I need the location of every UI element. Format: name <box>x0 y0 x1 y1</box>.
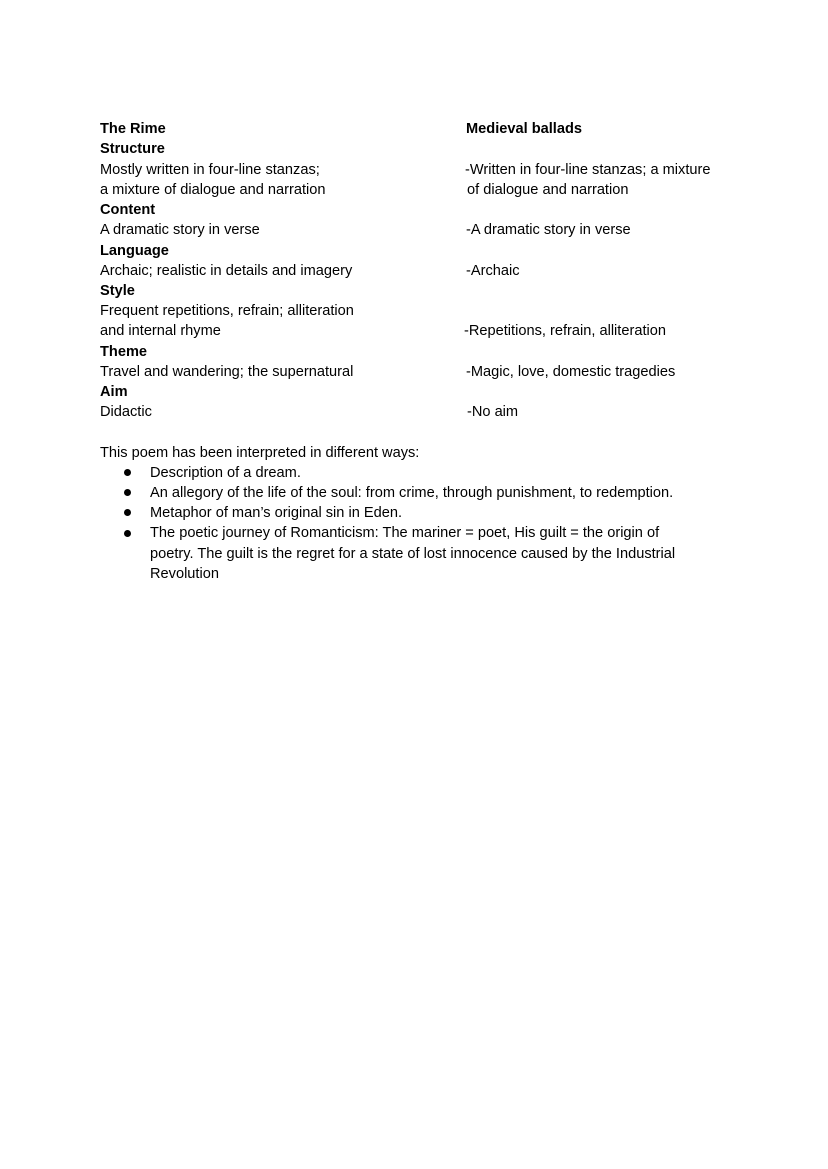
ballads-theme-line: -Magic, love, domestic tragedies <box>466 364 676 380</box>
interpretation-item: Description of a dream. <box>150 465 301 481</box>
interpretation-item: An allegory of the life of the soul: from crime, through punishment, to redemption. <box>150 485 674 501</box>
ballads-content-line: -A dramatic story in verse <box>466 222 631 238</box>
rime-language-line: Archaic; realistic in details and imagery <box>100 263 353 279</box>
interpretation-item-line-2: poetry. The guilt is the regret for a state of lost innocence caused by the Industrial <box>150 546 676 562</box>
rime-structure-line-2: a mixture of dialogue and narration <box>100 182 326 198</box>
section-title-theme: Theme <box>100 344 148 360</box>
interpretation-item-line-1: The poetic journey of Romanticism: The mariner = poet, His guilt = the origin of <box>150 525 660 541</box>
rime-theme-line: Travel and wandering; the supernatural <box>100 364 354 380</box>
interpretations-intro: This poem has been interpreted in different ways: <box>100 445 420 461</box>
bullet-icon <box>124 469 131 476</box>
ballads-language-line: -Archaic <box>466 263 520 279</box>
ballads-structure-line-2: of dialogue and narration <box>467 182 629 198</box>
rime-structure-line-1: Mostly written in four-line stanzas; <box>100 162 320 178</box>
interpretation-item-line-3: Revolution <box>150 566 219 582</box>
section-title-content: Content <box>100 202 156 218</box>
ballads-aim-line: -No aim <box>467 404 519 420</box>
section-title-structure: Structure <box>100 141 165 157</box>
section-title-aim: Aim <box>100 384 128 400</box>
bullet-icon <box>124 530 131 537</box>
ballads-structure-line-1: -Written in four-line stanzas; a mixture <box>465 162 711 178</box>
interpretation-item: Metaphor of man’s original sin in Eden. <box>150 505 403 521</box>
ballads-column-header: Medieval ballads <box>466 121 582 137</box>
section-title-style: Style <box>100 283 135 299</box>
rime-style-line-2: and internal rhyme <box>100 323 221 339</box>
bullet-icon <box>124 509 131 516</box>
section-title-language: Language <box>100 243 169 259</box>
rime-style-line-1: Frequent repetitions, refrain; alliteration <box>100 303 354 319</box>
rime-column-header: The Rime <box>100 121 166 137</box>
rime-aim-line: Didactic <box>100 404 152 420</box>
bullet-icon <box>124 489 131 496</box>
ballads-style-line: -Repetitions, refrain, alliteration <box>464 323 666 339</box>
rime-content-line: A dramatic story in verse <box>100 222 260 238</box>
